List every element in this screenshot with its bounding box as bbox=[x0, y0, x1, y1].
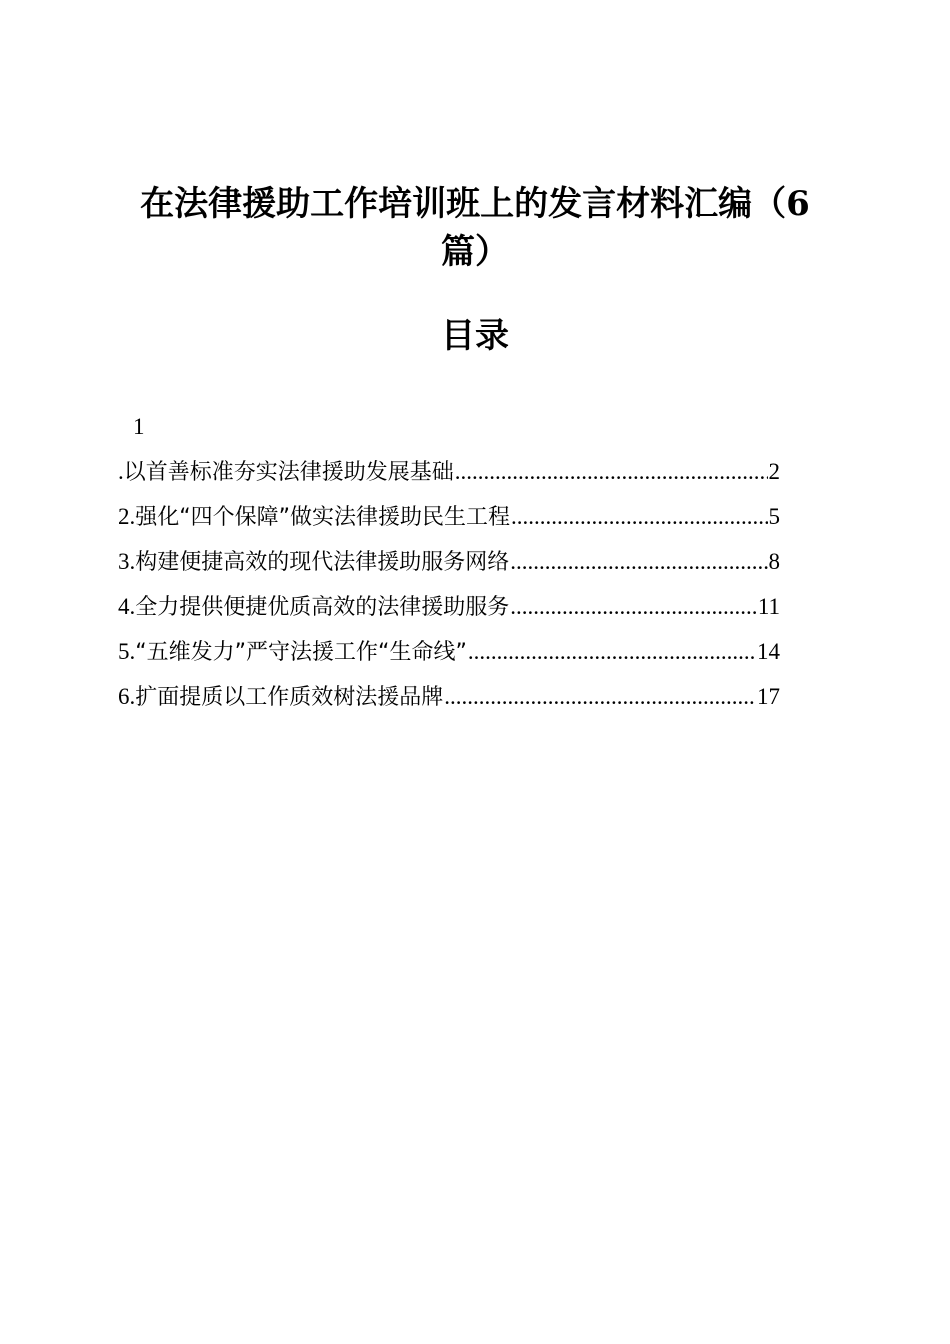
toc-entry-page: 17 bbox=[757, 684, 780, 709]
toc-entry-5[interactable] bbox=[118, 635, 780, 680]
toc-dot-leader bbox=[510, 590, 757, 624]
toc-dot-leader bbox=[455, 455, 768, 489]
toc-entry-page: 14 bbox=[757, 639, 780, 664]
toc-entry-4[interactable] bbox=[118, 590, 780, 635]
toc-entry-1-number: 1 bbox=[133, 414, 145, 439]
toc-entry-1[interactable] bbox=[118, 455, 780, 500]
toc-entry-title: 全力提供便捷优质高效的法律援助服务 bbox=[135, 595, 510, 620]
toc-dot-leader bbox=[468, 635, 756, 669]
toc-entry-number: . bbox=[118, 459, 124, 484]
toc-entry-title: 强化“四个保障”做实法律援助民生工程 bbox=[135, 505, 511, 530]
toc-entry-number: 3. bbox=[118, 549, 136, 574]
toc-entry-page: 5 bbox=[768, 504, 780, 529]
toc-dot-leader bbox=[444, 680, 756, 714]
toc-entry-3[interactable] bbox=[118, 545, 780, 590]
toc-entry-number: 2. bbox=[118, 504, 136, 529]
toc-entry-page: 11 bbox=[757, 594, 780, 619]
table-of-contents bbox=[118, 455, 780, 725]
toc-entry-6[interactable] bbox=[118, 680, 780, 725]
document-title: 在法律援助工作培训班上的发言材料汇编（6篇） bbox=[140, 184, 810, 272]
toc-entry-title: 扩面提质以工作质效树法援品牌 bbox=[135, 685, 444, 710]
toc-entry-2[interactable] bbox=[118, 500, 780, 545]
toc-entry-number: 6. bbox=[118, 684, 136, 709]
toc-entry-title: 构建便捷高效的现代法律援助服务网络 bbox=[135, 550, 510, 575]
toc-dot-leader bbox=[511, 500, 767, 534]
toc-heading: 目录 bbox=[441, 316, 509, 356]
toc-entry-title: 以首善标准夯实法律援助发展基础 bbox=[123, 460, 454, 485]
toc-entry-title: “五维发力”严守法援工作“生命线” bbox=[135, 640, 467, 665]
toc-entry-page: 2 bbox=[768, 459, 780, 484]
toc-dot-leader bbox=[510, 545, 767, 579]
toc-entry-number: 5. bbox=[118, 639, 136, 664]
toc-entry-number: 4. bbox=[118, 594, 136, 619]
toc-entry-page: 8 bbox=[768, 549, 780, 574]
